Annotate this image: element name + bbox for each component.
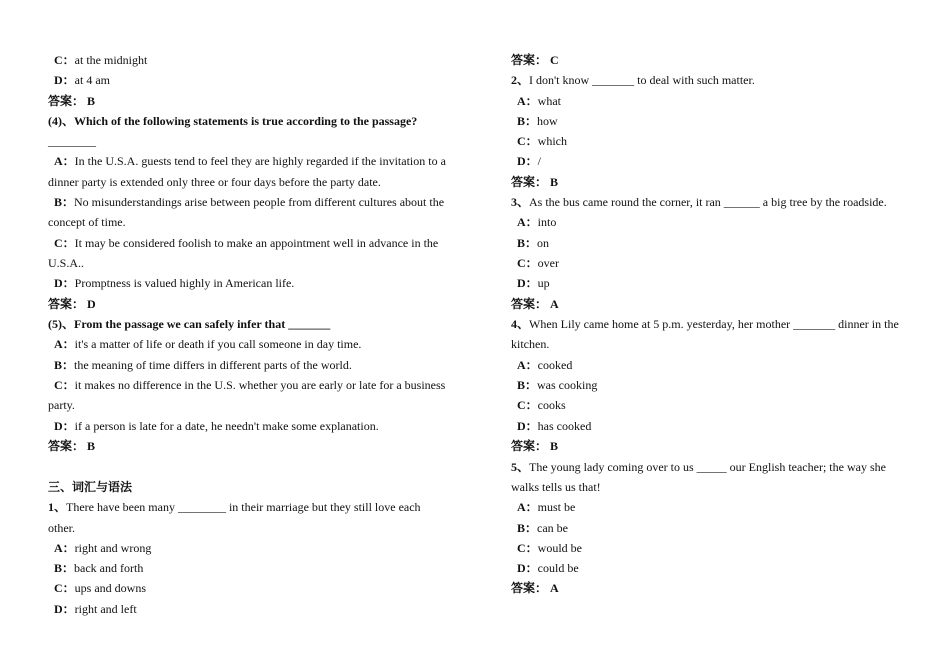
question-text: (5)、From the passage we can safely infer that _______ <box>48 317 331 331</box>
option-text: No misunderstandings arise between people from different cultures about the <box>74 195 445 209</box>
v4-option-b <box>517 377 597 393</box>
option-label: A： <box>54 337 75 351</box>
answer-label: 答案： <box>511 297 548 311</box>
v3-answer <box>511 296 559 312</box>
question-number: 3、 <box>511 195 530 209</box>
v5-answer <box>511 580 559 596</box>
v4-stem-cont: kitchen. <box>511 337 550 351</box>
option-text: right and wrong <box>74 541 152 555</box>
q4-stem <box>48 113 417 129</box>
answer-value: B <box>550 175 559 189</box>
q5-option-b <box>54 357 352 373</box>
option-text: into <box>537 215 557 229</box>
v1-option-c <box>54 580 146 596</box>
v2-option-a <box>517 93 561 109</box>
option-label: B： <box>517 378 538 392</box>
q5-stem <box>48 316 330 332</box>
v2-answer <box>511 174 558 190</box>
q5-option-a <box>54 336 361 352</box>
answer-label: 答案： <box>48 94 85 108</box>
option-text: which <box>537 134 567 148</box>
option-label: C： <box>517 256 538 270</box>
option-text: can be <box>537 521 568 535</box>
v4-option-c <box>517 397 566 413</box>
question-text: I don't know _______ to deal with such matter. <box>529 73 755 87</box>
v2-option-b <box>517 113 558 129</box>
v1-option-d <box>54 601 137 617</box>
option-label: C： <box>54 378 75 392</box>
option-label: B： <box>517 236 538 250</box>
option-label: C： <box>54 53 75 67</box>
option-label: C： <box>517 541 538 555</box>
option-label: B： <box>54 561 75 575</box>
option-label: A： <box>517 500 538 514</box>
q4-option-a-cont: dinner party is extended only three or four days before the party date. <box>48 175 381 189</box>
option-text: has cooked <box>537 419 592 433</box>
option-text: ups and downs <box>74 581 147 595</box>
option-label: A： <box>517 215 538 229</box>
answer-value: B <box>550 439 559 453</box>
answer-value: A <box>550 581 559 595</box>
answer-label: 答案： <box>511 581 548 595</box>
option-text: cooks <box>537 398 566 412</box>
q4-option-b <box>54 194 444 210</box>
v3-option-b <box>517 235 549 251</box>
option-text: up <box>537 276 550 290</box>
v4-stem <box>511 316 899 332</box>
option-text: right and left <box>74 602 137 616</box>
answer-value: B <box>87 94 96 108</box>
q3-option-d <box>54 72 110 88</box>
v2-option-d <box>517 153 541 169</box>
q4-option-c <box>54 235 438 251</box>
v1-option-a <box>54 540 151 556</box>
option-label: B： <box>517 521 538 535</box>
q5-answer <box>48 438 95 454</box>
option-text: how <box>537 114 558 128</box>
v5-stem <box>511 459 886 475</box>
option-text: if a person is late for a date, he needn't make some explanation. <box>74 419 379 433</box>
option-text: It may be considered foolish to make an appointment well in advance in the <box>74 236 439 250</box>
option-label: A： <box>517 94 538 108</box>
v5-option-c <box>517 540 582 556</box>
q3-answer <box>48 93 95 109</box>
option-text: must be <box>537 500 576 514</box>
v3-option-d <box>517 275 550 291</box>
v1-answer <box>511 52 559 68</box>
v4-answer <box>511 438 558 454</box>
option-text: was cooking <box>537 378 598 392</box>
option-text: on <box>537 236 550 250</box>
answer-label: 答案： <box>511 439 548 453</box>
option-text: could be <box>537 561 579 575</box>
question-text: When Lily came home at 5 p.m. yesterday, her mother _______ dinner in the <box>529 317 899 331</box>
v2-option-c <box>517 133 567 149</box>
question-number: 1、 <box>48 500 67 514</box>
q4-option-a <box>54 153 446 169</box>
option-label: D： <box>54 276 75 290</box>
option-text: the meaning of time differs in different parts of the world. <box>74 358 352 372</box>
q5-option-c-cont: party. <box>48 398 75 412</box>
option-label: A： <box>517 358 538 372</box>
q4-blank: ________ <box>48 134 96 148</box>
option-text: at 4 am <box>74 73 110 87</box>
v1-option-b <box>54 560 143 576</box>
question-text: There have been many ________ in their marriage but they still love each <box>66 500 421 514</box>
question-text: As the bus came round the corner, it ran ______ a big tree by the roadside. <box>529 195 887 209</box>
option-text: over <box>537 256 559 270</box>
q4-option-d <box>54 275 294 291</box>
answer-value: D <box>87 297 96 311</box>
answer-label: 答案： <box>511 175 548 189</box>
v1-stem <box>48 499 421 515</box>
v5-stem-cont: walks tells us that! <box>511 480 601 494</box>
option-text: what <box>537 94 561 108</box>
option-label: B： <box>54 358 75 372</box>
option-label: B： <box>54 195 75 209</box>
q5-option-d <box>54 418 379 434</box>
option-text: In the U.S.A. guests tend to feel they are highly regarded if the invitation to a <box>74 154 446 168</box>
answer-value: A <box>550 297 559 311</box>
v3-option-c <box>517 255 559 271</box>
option-label: D： <box>54 419 75 433</box>
v4-option-a <box>517 357 572 373</box>
option-label: C： <box>517 134 538 148</box>
question-text: (4)、Which of the following statements is true according to the passage? <box>48 114 418 128</box>
option-label: C： <box>517 398 538 412</box>
v2-stem <box>511 72 755 88</box>
q4-option-c-cont: U.S.A.. <box>48 256 85 270</box>
option-text: cooked <box>537 358 573 372</box>
question-number: 5、 <box>511 460 530 474</box>
v3-option-a <box>517 214 556 230</box>
q4-answer <box>48 296 96 312</box>
option-text: it makes no difference in the U.S. whether you are early or late for a business <box>74 378 446 392</box>
answer-label: 答案： <box>48 297 85 311</box>
q3-option-c <box>54 52 147 68</box>
option-label: D： <box>54 602 75 616</box>
answer-label: 答案： <box>48 439 85 453</box>
option-label: D： <box>517 154 538 168</box>
option-label: A： <box>54 154 75 168</box>
option-text: / <box>537 154 542 168</box>
v1-stem-cont: other. <box>48 521 75 535</box>
question-number: 4、 <box>511 317 530 331</box>
answer-label: 答案： <box>511 53 548 67</box>
option-label: A： <box>54 541 75 555</box>
question-number: 2、 <box>511 73 530 87</box>
option-text: at the midnight <box>74 53 148 67</box>
v3-stem <box>511 194 887 210</box>
q4-option-b-cont: concept of time. <box>48 215 126 229</box>
option-label: D： <box>517 276 538 290</box>
option-text: it's a matter of life or death if you call someone in day time. <box>74 337 362 351</box>
option-text: would be <box>537 541 582 555</box>
answer-value: B <box>87 439 96 453</box>
option-label: C： <box>54 581 75 595</box>
option-text: Promptness is valued highly in American life. <box>74 276 295 290</box>
question-text: The young lady coming over to us _____ our English teacher; the way she <box>529 460 886 474</box>
option-label: D： <box>54 73 75 87</box>
option-label: D： <box>517 419 538 433</box>
v5-option-b <box>517 520 568 536</box>
v5-option-d <box>517 560 579 576</box>
section-title: 三、词汇与语法 <box>48 480 133 494</box>
option-label: D： <box>517 561 538 575</box>
option-label: C： <box>54 236 75 250</box>
answer-value: C <box>550 53 559 67</box>
v4-option-d <box>517 418 591 434</box>
v5-option-a <box>517 499 575 515</box>
option-text: back and forth <box>74 561 144 575</box>
option-label: B： <box>517 114 538 128</box>
q5-option-c <box>54 377 445 393</box>
